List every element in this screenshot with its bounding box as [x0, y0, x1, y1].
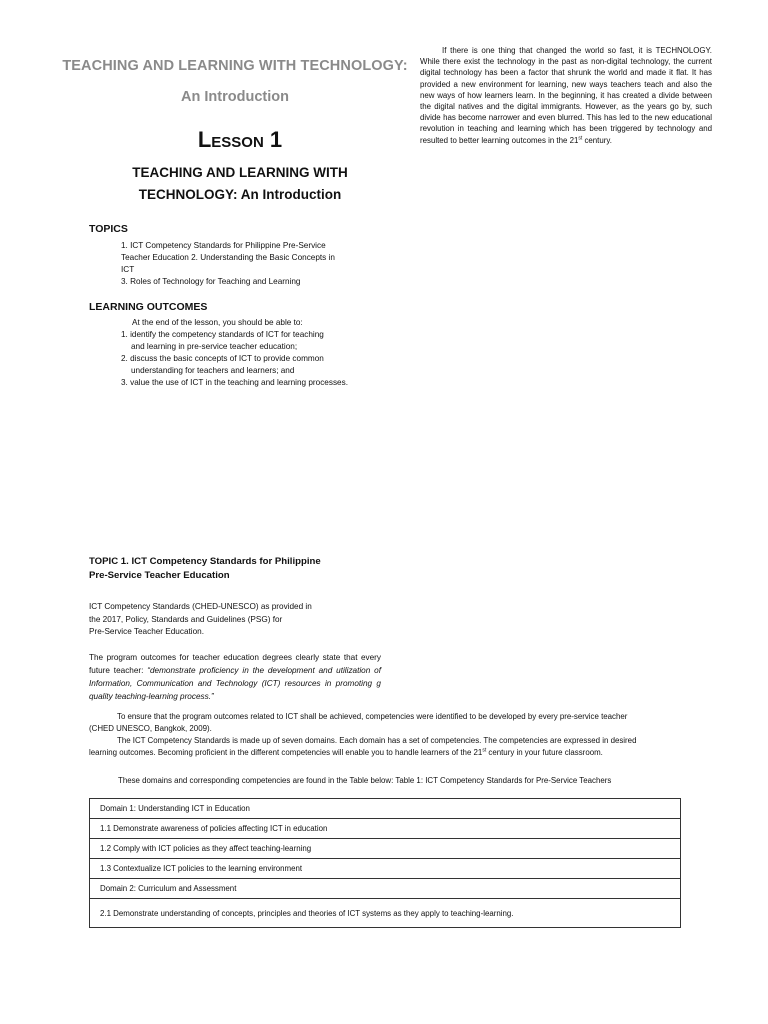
intro-sup: st	[578, 135, 583, 141]
outcome-line: and learning in pre-service teacher education;	[131, 342, 298, 351]
intro-text: If there is one thing that changed the world so fast, it is TECHNOLOGY. While there exist the technology in the past as non-digital technology, the current digital technology has been a factor that shrunk the world and made it flat. It has provided a new environment for learning, new ways teachers teach and also the new ways of how learners learn. In the beginning, it has created a divide between the digital natives and the digital immigrants. However, as the years go by, such divide has become narrower and even blurred. This has led to the new educational revolution in teaching and learning which has been triggered by technology and resulted to better learning outcomes in the 21	[420, 46, 712, 145]
outcome-line: 1. identify the competency standards of ICT for teaching	[121, 330, 324, 339]
table-row	[90, 819, 681, 839]
topics-heading: TOPICS	[89, 223, 128, 235]
table-cell: Domain 2: Curriculum and Assessment	[90, 879, 681, 899]
lesson-title-line1: TEACHING AND LEARNING WITH	[132, 165, 348, 180]
topics-list	[121, 240, 371, 288]
table-cell: 1.1 Demonstrate awareness of policies affecting ICT in education	[90, 819, 681, 839]
outcome-line: 3. value the use of ICT in the teaching and learning processes.	[121, 378, 348, 387]
lesson-title-line2: TECHNOLOGY: An Introduction	[138, 187, 342, 202]
ensure-line: To ensure that the program outcomes related to ICT shall be achieved, competencies were identified to be developed by every pre-service teacher	[117, 712, 628, 721]
table-cell: 1.2 Comply with ICT policies as they affect teaching-learning	[90, 839, 681, 859]
ensure-line: (CHED UNESCO, Bangkok, 2009).	[89, 724, 212, 733]
standards-sup: st	[482, 747, 487, 754]
table-row	[90, 879, 681, 899]
learning-outcomes-list	[121, 329, 401, 389]
table-cell: 2.1 Demonstrate understanding of concepts, principles and theories of ICT systems as they apply to teaching-learning.	[90, 899, 681, 928]
table-row	[90, 859, 681, 879]
lesson-title	[60, 162, 420, 206]
standards-line-2	[89, 747, 714, 759]
document-subtitle: An Introduction	[181, 89, 289, 105]
ched-line: ICT Competency Standards (CHED-UNESCO) as provided in	[89, 602, 312, 611]
table-row	[90, 799, 681, 819]
competency-table	[89, 798, 681, 928]
intro-paragraph	[420, 45, 712, 146]
topic1-title	[89, 555, 349, 583]
ched-paragraph	[89, 601, 369, 639]
program-outcomes-paragraph	[89, 651, 381, 703]
program-text: The program outcomes for teacher education degrees clearly state that every future teacher:	[89, 653, 381, 675]
lesson-label-rest: ESSON	[211, 134, 264, 151]
standards-line: The ICT Competency Standards is made up of seven domains. Each domain has a set of competencies. The competencies are expressed in desired	[117, 736, 637, 745]
document-title: TEACHING AND LEARNING WITH TECHNOLOGY:	[62, 58, 408, 74]
standards-text: learning outcomes. Becoming proficient in the different competencies will enable you to handle learners of the 21	[89, 748, 483, 757]
ched-line: the 2017, Policy, Standards and Guidelines (PSG) for	[89, 614, 283, 624]
topic1-title-line2: Pre-Service Teacher Education	[89, 570, 230, 581]
competency-paragraph	[89, 711, 714, 759]
domains-intro: These domains and corresponding competencies are found in the Table below: Table 1: ICT Competency Standards for Pre-Service Teachers	[118, 776, 612, 785]
standards-text-end: century in your future classroom.	[486, 748, 603, 757]
topic1-title-line1: TOPIC 1. ICT Competency Standards for Philippine	[89, 556, 321, 567]
table-cell: 1.3 Contextualize ICT policies to the learning environment	[90, 859, 681, 879]
outcome-line: understanding for teachers and learners; and	[131, 366, 295, 375]
intro-text-end: century.	[582, 135, 612, 145]
ched-line: Pre-Service Teacher Education.	[89, 627, 204, 636]
table-row	[90, 899, 681, 928]
lesson-label-first: L	[197, 127, 212, 152]
outcome-line: 2. discuss the basic concepts of ICT to provide common	[121, 354, 324, 363]
topics-line: 1. ICT Competency Standards for Philippine Pre-Service	[121, 241, 326, 250]
learning-outcomes-intro: At the end of the lesson, you should be able to:	[132, 318, 303, 327]
topics-line: 3. Roles of Technology for Teaching and Learning	[121, 277, 301, 286]
table-cell: Domain 1: Understanding ICT in Education	[90, 799, 681, 819]
topics-line: Teacher Education 2. Understanding the Basic Concepts in	[121, 253, 335, 262]
topics-line: ICT	[121, 265, 135, 274]
program-quote: “demonstrate proficiency in the development and utilization of Information, Communication and Technology (ICT) resources in promoting g quality teaching-learning process.”	[89, 666, 381, 701]
lesson-heading	[60, 127, 420, 153]
lesson-number: 1	[269, 127, 283, 152]
table-row	[90, 839, 681, 859]
learning-outcomes-heading: LEARNING OUTCOMES	[89, 301, 208, 313]
